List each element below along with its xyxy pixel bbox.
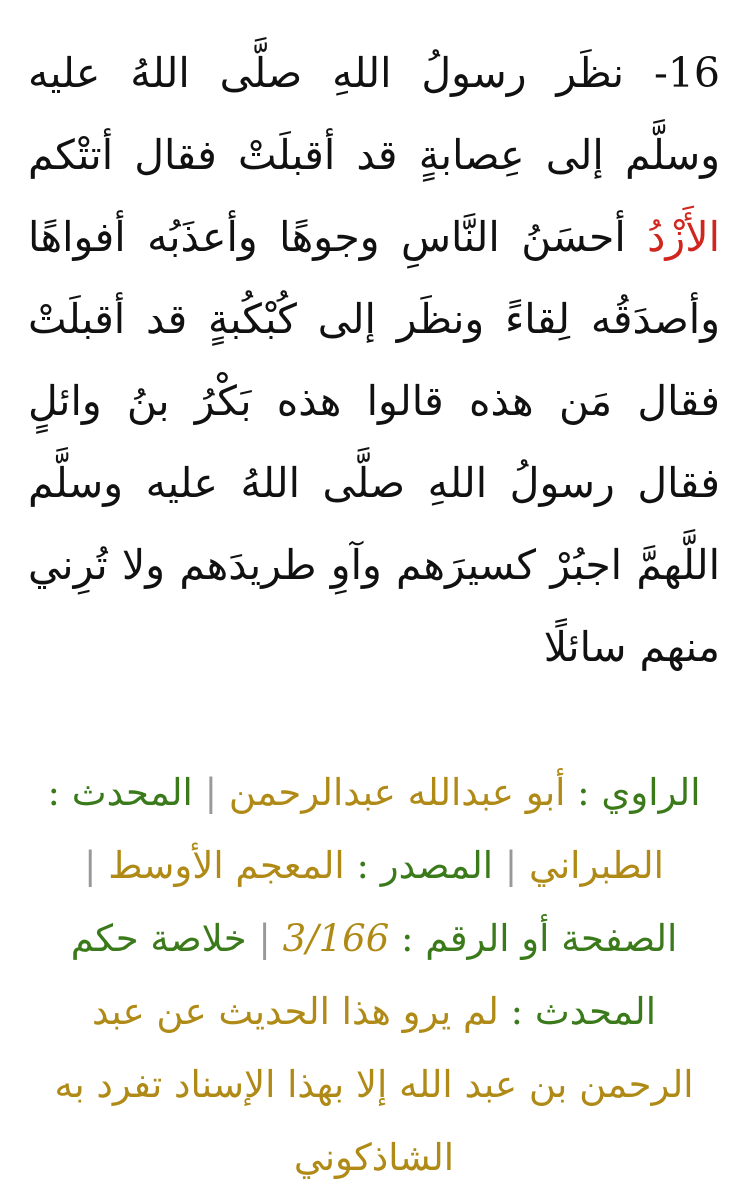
hadith-metadata <box>40 756 708 1194</box>
muhaddith-label: المحدث : <box>47 771 193 814</box>
muhaddith-value: الطبراني <box>529 844 664 887</box>
verdict-label: خلاصة حكم المحدث : <box>70 917 656 1033</box>
separator: | <box>258 917 271 960</box>
narrator-value: أبو عبدالله عبدالرحمن <box>228 771 566 814</box>
source-value: المعجم الأوسط <box>108 844 345 887</box>
source-label: المصدر : <box>356 844 494 887</box>
separator: | <box>84 844 97 887</box>
page-number-label: الصفحة أو الرقم : <box>401 917 678 960</box>
separator: | <box>504 844 518 887</box>
hadith-body-end: أحسَنُ النَّاسِ وجوهًا وأعذَبُه أفواهًا وأصدَقُه لِقاءً ونظَر إلى كُبْكُبةٍ قد أقبلَتْ فقال مَن هذه قالوا هذه بَكْرُ بنُ وائلٍ فقال رسولُ اللهِ صلَّى اللهُ عليه وسلَّم اللَّهمَّ اجبُرْ كسيرَهم وآوِ طريدَهم ولا تُرِني منهم سائلًا <box>28 213 720 671</box>
separator: | <box>204 771 218 814</box>
page-number-value: 3/166 <box>282 917 390 960</box>
highlighted-tribe-name: الأَزْدُ <box>647 213 720 261</box>
verdict-value: لم يرو هذا الحديث عن عبد الرحمن بن عبد الله إلا بهذا الإسناد تفرد به الشاذكوني <box>54 990 694 1179</box>
hadith-body-start: نظَر رسولُ اللهِ صلَّى اللهُ عليه وسلَّم إلى عِصابةٍ قد أقبلَتْ فقال أتتْكم <box>28 49 720 179</box>
hadith-number: 16- <box>624 49 720 97</box>
narrator-label: الراوي : <box>577 771 701 814</box>
hadith-text <box>28 0 720 688</box>
